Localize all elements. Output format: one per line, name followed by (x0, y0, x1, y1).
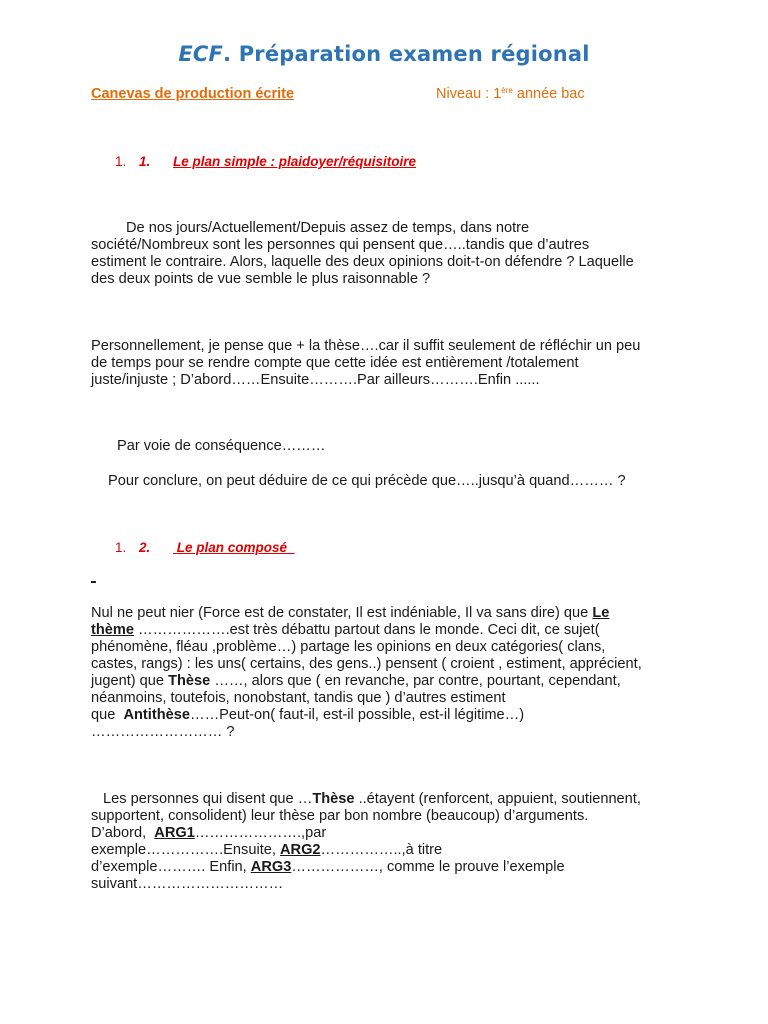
keyword-these: Thèse (312, 791, 355, 807)
paragraph-conclusion: Pour conclure, on peut déduire de ce qui précède que…..jusqu’à quand……… ? (108, 473, 626, 489)
paragraph-composed-intro (91, 605, 642, 741)
section-1-inner-number: 1. (139, 154, 151, 169)
level-label (436, 86, 585, 102)
text-run: jugent) que (91, 673, 169, 689)
keyword-le: Le (592, 605, 610, 621)
text-run: Nul ne peut nier (Force est de constater, Il est indéniable, Il va sans dire) que (91, 605, 593, 621)
section-1-title: Le plan simple : plaidoyer/réquisitoire (173, 154, 417, 169)
paragraph-line (91, 707, 642, 724)
title-text: Préparation examen régional (238, 42, 590, 66)
keyword-arg1: ARG1 (154, 825, 195, 841)
paragraph-line (91, 791, 641, 808)
text-run: ………………….,par (194, 825, 327, 841)
section-heading-2 (115, 540, 295, 555)
bullet-mark (91, 581, 96, 583)
text-run: ……Peut-on( faut-il, est-il possible, est-il légitime…) (189, 707, 525, 723)
paragraph-line: castes, rangs) : les uns( certains, des gens..) pensent ( croient , estiment, apprécient, (91, 656, 642, 672)
keyword-these: Thèse (168, 673, 211, 689)
keyword-arg2: ARG2 (279, 842, 321, 858)
paragraph-line: De nos jours/Actuellement/Depuis assez de temps, dans notre (126, 220, 530, 236)
paragraph-line: néanmoins, toutefois, nonobstant, tandis que ) d’autres estiment (91, 690, 506, 706)
text-run: exemple…………….Ensuite, (91, 842, 280, 858)
text-run: ……………..,à titre (320, 842, 443, 858)
title-ecf: ECF (178, 42, 224, 66)
paragraph-line: estiment le contraire. Alors, laquelle des deux opinions doit-t-on défendre ? Laquelle (91, 254, 634, 270)
canvas-subtitle: Canevas de production écrite (91, 86, 295, 102)
title-dot: . (223, 42, 239, 66)
paragraph-line: supportent, consolident) leur thèse par bon nombre (beaucoup) d’arguments. (91, 808, 589, 824)
paragraph-intro (91, 220, 634, 288)
paragraph-line: suivant………………………… (91, 876, 284, 892)
paragraph-line (91, 622, 642, 639)
paragraph-consequence: Par voie de conséquence……… (117, 438, 326, 454)
paragraph-line (91, 859, 641, 876)
text-run: D’abord, (91, 825, 155, 841)
section-2-inner-number: 2. (139, 540, 151, 555)
paragraph-line (91, 673, 642, 690)
paragraph-line: des deux points de vue semble le plus raisonnable ? (91, 271, 431, 287)
text-run: ..étayent (renforcent, appuient, soutiennent, (354, 791, 641, 807)
paragraph-line: Personnellement, je pense que + la thèse….car il suffit seulement de réfléchir un peu (91, 338, 641, 354)
keyword-arg3: ARG3 (250, 859, 292, 875)
text-run: que (91, 707, 124, 723)
section-2-title: Le plan composé (173, 540, 295, 555)
level-sup: ère (501, 86, 513, 95)
paragraph-line: phénomène, fléau ,problème…) partage les opinions en deux catégories( clans, (91, 639, 606, 655)
section-heading-1 (115, 154, 416, 169)
paragraph-line: société/Nombreux sont les personnes qui pensent que…..tandis que d’autres (91, 237, 590, 253)
text-run: ………………, comme le prouve l’exemple (291, 859, 565, 875)
level-suffix: année bac (512, 86, 585, 102)
text-run: ……………….est très débattu partout dans le monde. Ceci dit, ce sujet( (133, 622, 600, 638)
paragraph-development (91, 338, 640, 389)
paragraph-line (91, 825, 641, 842)
section-1-outer-number: 1. (115, 154, 127, 169)
paragraph-line (91, 842, 641, 859)
keyword-antithese: Antithèse (123, 707, 190, 723)
paragraph-line (91, 605, 642, 622)
paragraph-line: ……………………… ? (91, 724, 235, 740)
page-title (0, 42, 768, 66)
section-2-outer-number: 1. (115, 540, 127, 555)
text-run: Les personnes qui disent que … (103, 791, 313, 807)
keyword-theme: thème (91, 622, 134, 638)
text-run: d’exemple………. Enfin, (91, 859, 251, 875)
paragraph-line: juste/injuste ; D’abord……Ensuite……….Par ailleurs……….Enfin ...... (91, 372, 540, 388)
level-prefix: Niveau : 1 (436, 86, 502, 102)
paragraph-arguments (91, 791, 641, 893)
paragraph-line: de temps pour se rendre compte que cette idée est entièrement /totalement (91, 355, 579, 371)
text-run: ……, alors que ( en revanche, par contre, pourtant, cependant, (210, 673, 621, 689)
